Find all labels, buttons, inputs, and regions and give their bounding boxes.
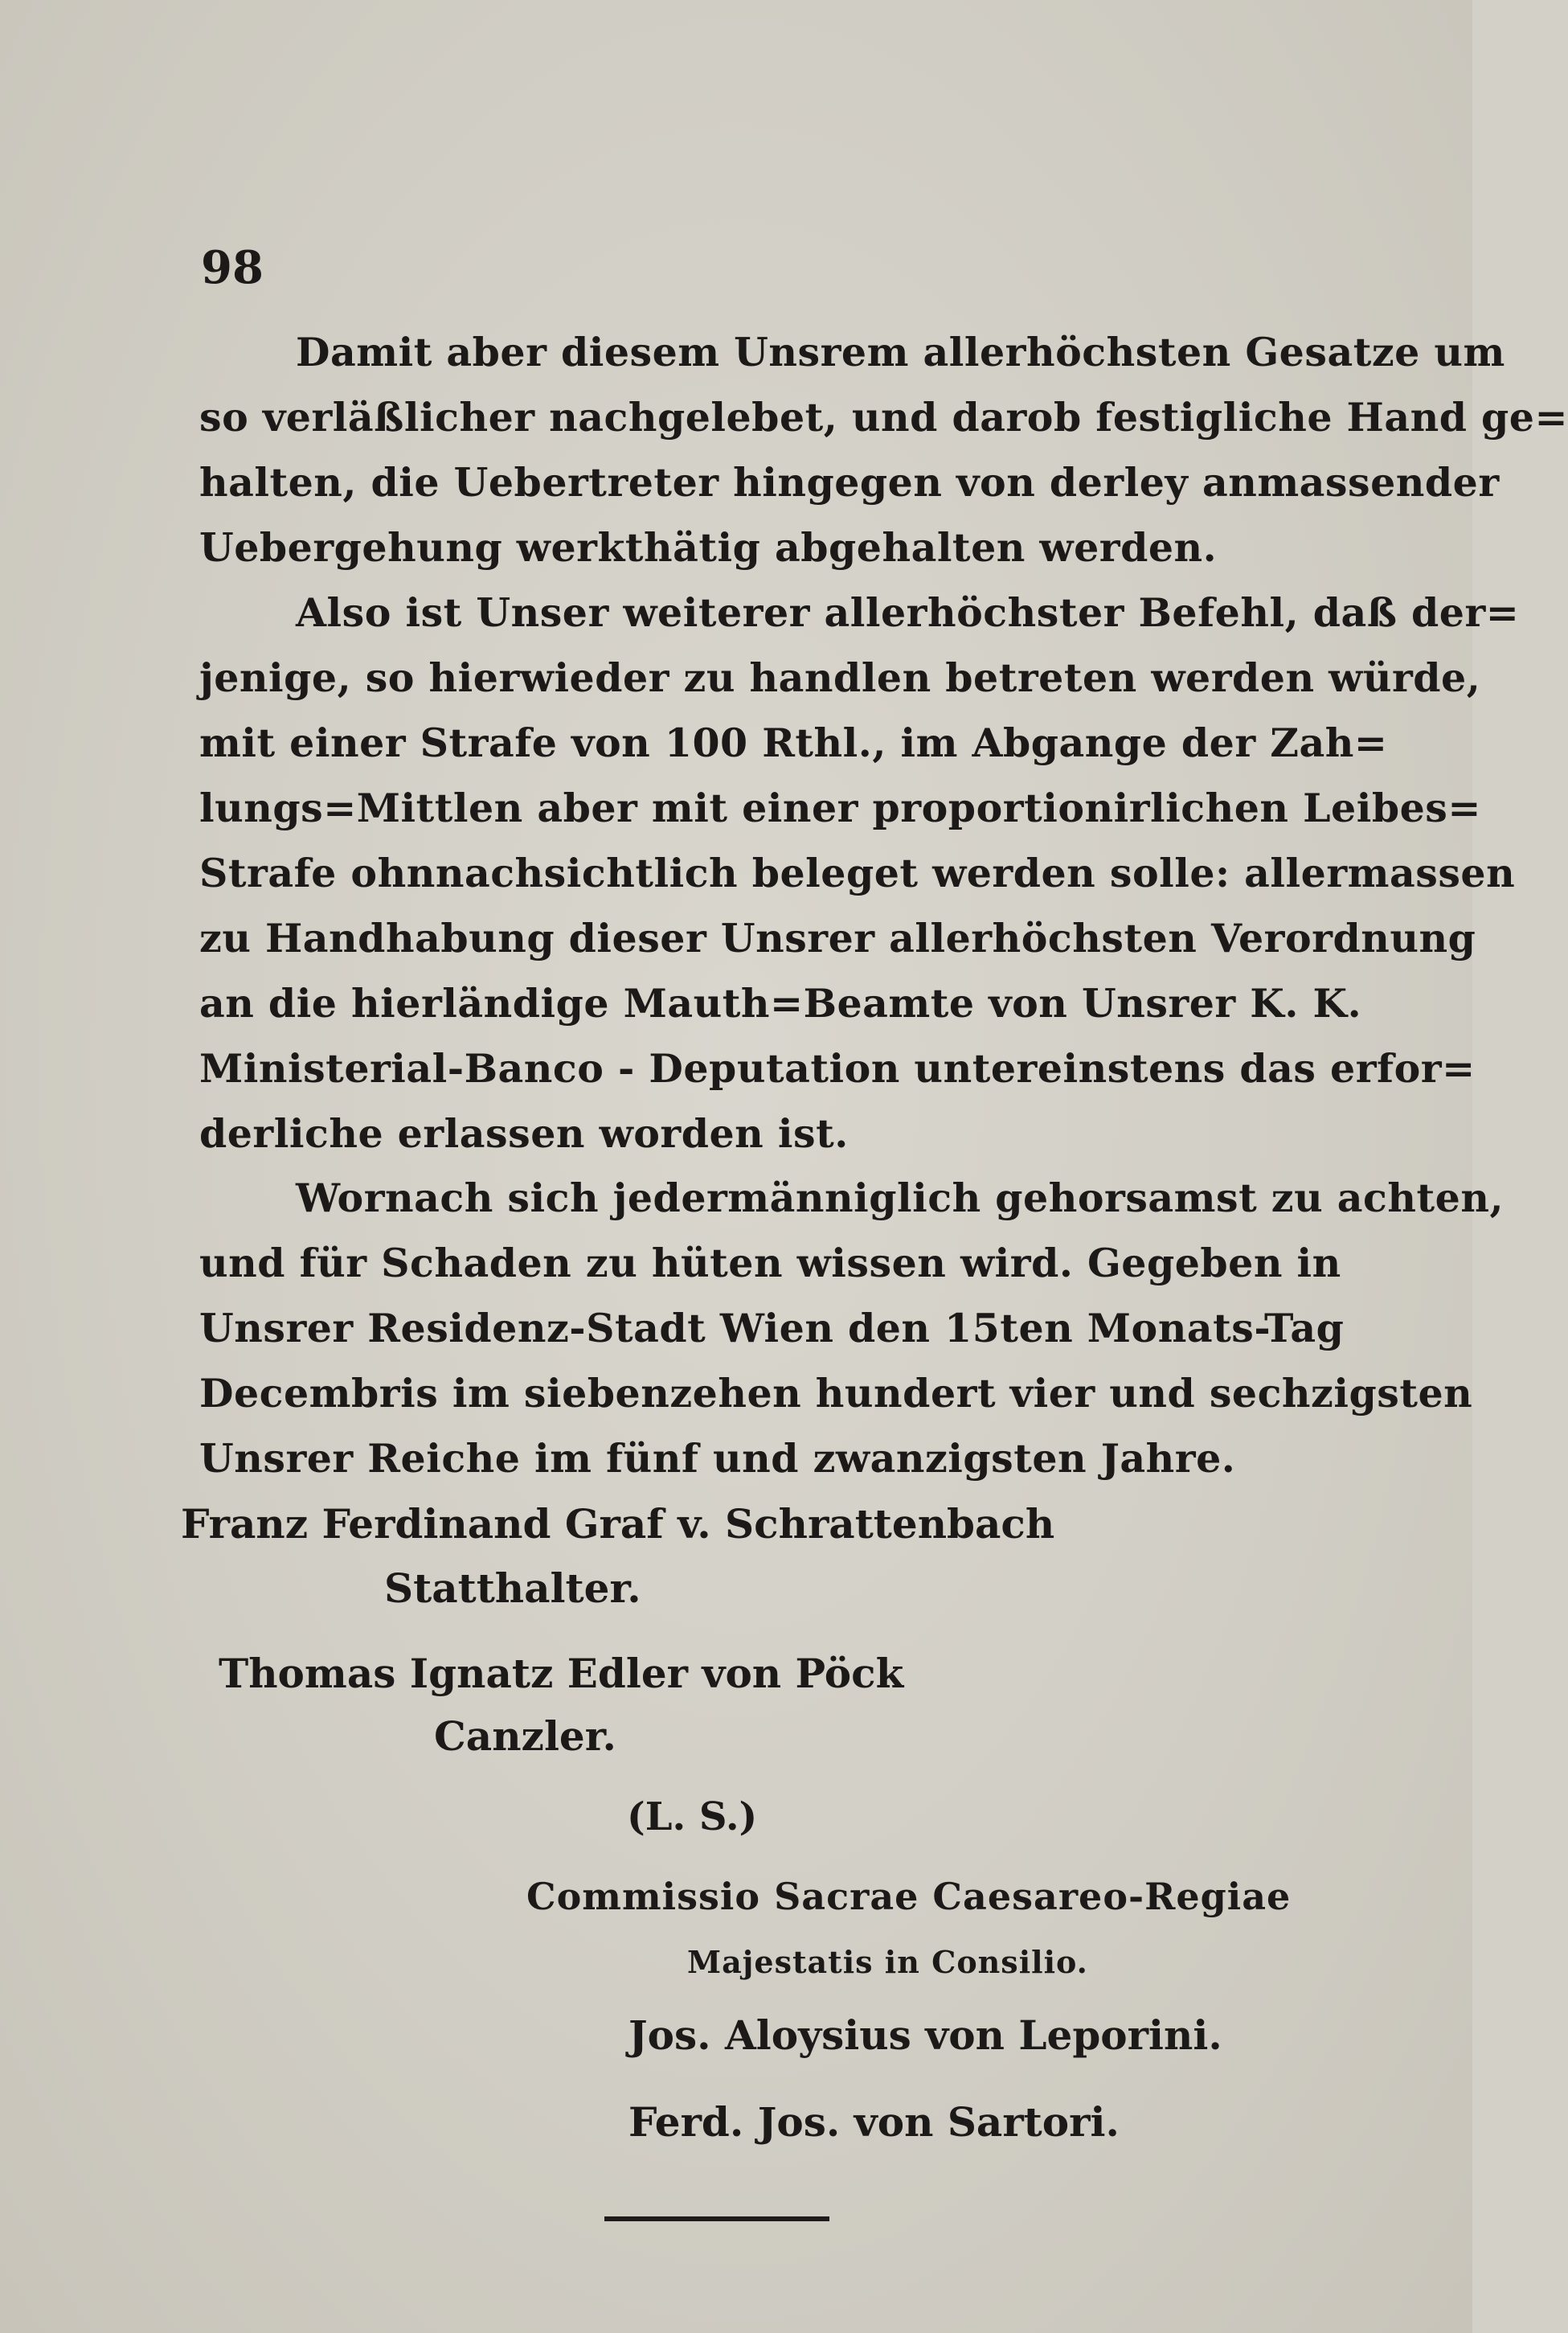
text-line: Unsrer Reiche im fünf und zwanzigsten Jahre. xyxy=(199,1435,1236,1482)
closing-rule-divider xyxy=(604,2216,829,2221)
commission-heading: Commissio Sacrae Caesareo-Regiae xyxy=(526,1875,1292,1918)
text-line: Unsrer Residenz-Stadt Wien den 15ten Monats-Tag xyxy=(199,1305,1345,1351)
signatory-canzler-title: Canzler. xyxy=(434,1712,616,1760)
text-line: Wornach sich jedermänniglich gehorsamst zu achten, xyxy=(296,1175,1505,1221)
text-line: derliche erlassen worden ist. xyxy=(199,1110,849,1157)
text-line: an die hierländige Mauth=Beamte von Unsrer K. K. xyxy=(199,980,1362,1027)
text-line: zu Handhabung dieser Unsrer allerhöchsten Verordnung xyxy=(199,915,1476,961)
paragraph-1 xyxy=(199,320,1568,580)
signatory-sartori: Ferd. Jos. von Sartori. xyxy=(628,2098,1120,2146)
text-line: Decembris im siebenzehen hundert vier und sechzigsten xyxy=(199,1370,1473,1417)
signatory-statthalter-title: Statthalter. xyxy=(384,1564,641,1612)
text-line: und für Schaden zu hüten wissen wird. Gegeben in xyxy=(199,1240,1341,1286)
text-line: Strafe ohnnachsichtlich beleget werden solle: allermassen xyxy=(199,850,1516,896)
text-line: so verläßlicher nachgelebet, und darob festigliche Hand ge= xyxy=(199,394,1568,441)
text-line: jenige, so hierwieder zu handlen betreten werden würde, xyxy=(199,654,1481,701)
text-line: mit einer Strafe von 100 Rthl., im Abgange der Zah= xyxy=(199,720,1388,766)
page-number: 98 xyxy=(201,241,264,294)
signatory-statthalter-name: Franz Ferdinand Graf v. Schrattenbach xyxy=(181,1500,1055,1548)
seal-mark: (L. S.) xyxy=(627,1794,758,1839)
signatory-leporini: Jos. Aloysius von Leporini. xyxy=(628,2011,1222,2059)
text-line: lungs=Mittlen aber mit einer proportionirlichen Leibes= xyxy=(199,785,1481,831)
text-line: halten, die Uebertreter hingegen von derley anmassender xyxy=(199,459,1500,506)
paragraph-3 xyxy=(199,1166,1505,1491)
commission-subheading: Majestatis in Consilio. xyxy=(687,1944,1088,1980)
signatory-canzler-name: Thomas Ignatz Edler von Pöck xyxy=(219,1650,904,1697)
text-line: Damit aber diesem Unsrem allerhöchsten Gesatze um xyxy=(296,329,1505,375)
text-line: Ministerial-Banco - Deputation untereinstens das erfor= xyxy=(199,1045,1476,1092)
text-line: Also ist Unser weiterer allerhöchster Befehl, daß der= xyxy=(296,589,1520,636)
paragraph-2 xyxy=(199,580,1520,1166)
text-line: Uebergehung werkthätig abgehalten werden. xyxy=(199,524,1218,571)
